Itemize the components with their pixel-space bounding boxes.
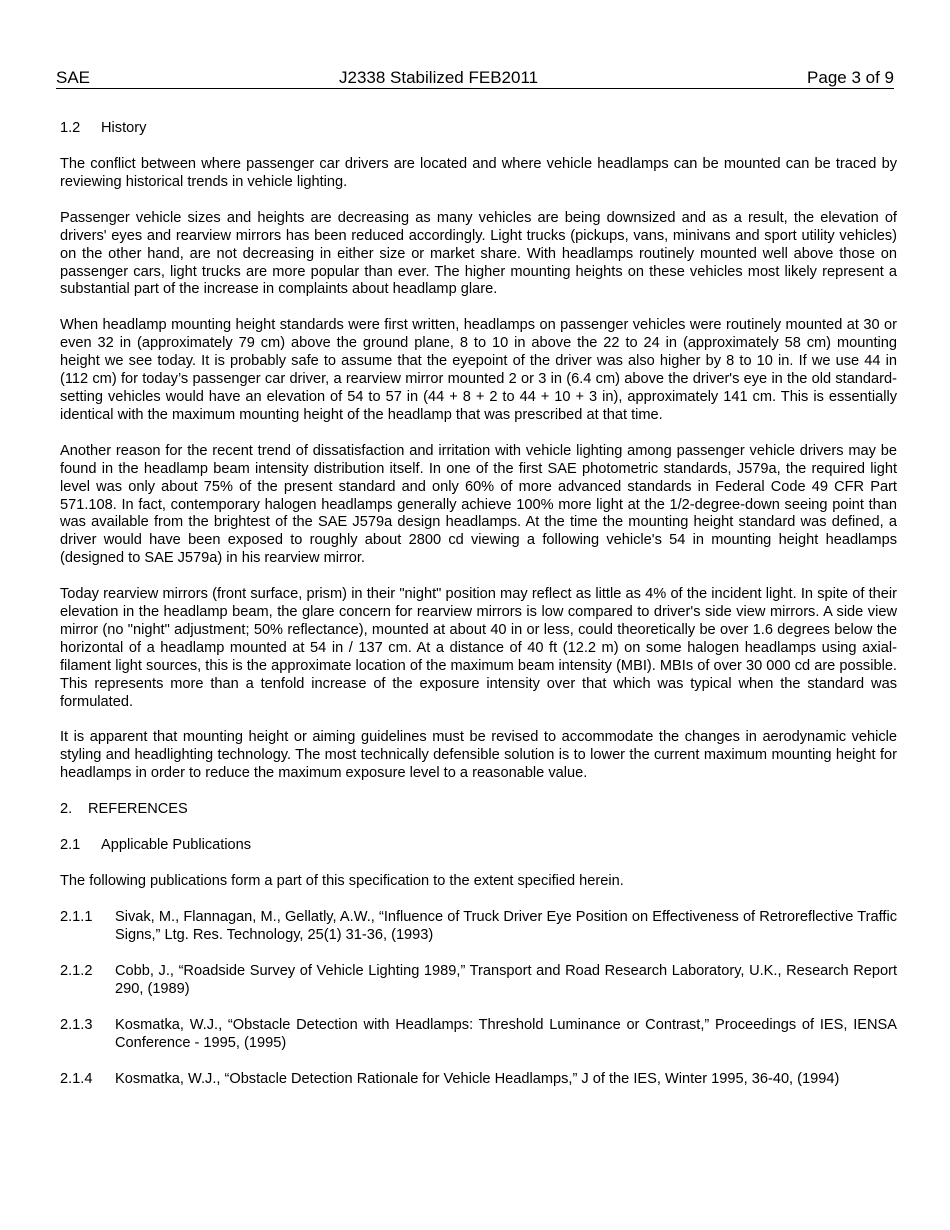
page-body — [60, 120, 897, 1088]
section-heading-1-2 — [60, 120, 897, 138]
reference-text: Sivak, M., Flannagan, M., Gellatly, A.W., “Influence of Truck Driver Eye Position on Effectiveness of Retroreflective Traffic Signs,” Ltg. Res. Technology, 25(1) 31-36, (1993) — [115, 909, 897, 943]
references-intro: The following publications form a part of this specification to the extent specified herein. — [60, 873, 624, 890]
reference-text: Cobb, J., “Roadside Survey of Vehicle Lighting 1989,” Transport and Road Research Laboratory, U.K., Research Report 290, (1989) — [115, 962, 897, 997]
reference-item — [60, 909, 897, 945]
section-heading-2-1 — [60, 837, 897, 855]
section-number: 1.2 — [60, 120, 81, 136]
header-org: SAE — [56, 68, 91, 87]
reference-number: 2.1.3 — [60, 1016, 93, 1033]
section-number: 2.1 — [60, 837, 81, 854]
header-page-number: Page 3 of 9 — [807, 68, 894, 87]
paragraph: It is apparent that mounting height or aiming guidelines must be revised to accommodate the changes in aerodynamic vehicle styling and headlighting technology. The most technically defensible solution is to lower the current maximum mounting height for headlamps in order to reduce the maximum exposure level to a reasonable value. — [60, 729, 897, 782]
paragraph: When headlamp mounting height standards were first written, headlamps on passenger vehicles were routinely mounted at 30 or even 32 in (approximately 79 cm) above the ground plane, 8 to 10 in above the 22 to 24 in (approximately 58 cm) mounting height we see today. It is probably safe to assume that the eyepoint of the driver was also higher by 8 to 10 in. If we use 44 in (112 cm) for today’s passenger car driver, a rearview mirror mounted 2 or 3 in (6.4 cm) above the driver's eye in the old standard-setting vehicles would have an elevation of 54 to 57 in (44 + 8 + 2 to 44 + 10 + 3 in), approximately 141 cm. This is essentially identical with the maximum mounting height of the headlamp that was prescribed at that time. — [60, 317, 897, 423]
reference-text: Kosmatka, W.J., “Obstacle Detection with Headlamps: Threshold Luminance or Contrast,” Proceedings of IES, IENSA Conference - 1995, (1995) — [115, 1016, 897, 1051]
reference-number: 2.1.1 — [60, 909, 93, 926]
paragraph: Today rearview mirrors (front surface, prism) in their "night" position may reflect as little as 4% of the incident light. In spite of their elevation in the headlamp beam, the glare concern for rearview mirrors is low compared to driver's side view mirrors. A side view mirror (no "night" adjustment; 50% reflectance), mounted at about 40 in or less, could theoretically be over 1.6 degrees below the horizontal of a headlamp mounted at 54 in / 137 cm. At a distance of 40 ft (12.2 m) on some halogen headlamps using axial-filament light sources, this is the approximate location of the maximum beam intensity (MBI). MBIs of over 30 000 cd are possible. This represents more than a tenfold increase of the exposure intensity over that which was typical when the standard was formulated. — [60, 586, 897, 710]
reference-text: Kosmatka, W.J., “Obstacle Detection Rationale for Vehicle Headlamps,” J of the IES, Winter 1995, 36-40, (1994) — [115, 1070, 840, 1087]
page-header — [56, 67, 894, 89]
section-title: History — [101, 120, 147, 136]
reference-item — [60, 1071, 897, 1089]
header-doc-id: J2338 Stabilized FEB2011 — [339, 68, 539, 87]
paragraph: Another reason for the recent trend of dissatisfaction and irritation with vehicle lighting among passenger vehicle drivers may be found in the headlamp beam intensity distribution itself. In one of the first SAE photometric standards, J579a, the required light level was only about 75% of the present standard and only 60% of more advanced standards in Federal Code 49 CFR Part 571.108. In fact, contemporary halogen headlamps generally achieve 100% more light at the 1/2-degree-down seeing point than was available from the brightest of the SAE J579a design headlamps. At the time the mounting height standard was defined, a driver would have been exposed to roughly about 2800 cd viewing a following vehicle's 54 in mounting height headlamps (designed to SAE J579a) in his rearview mirror. — [60, 442, 897, 567]
section-number: 2. — [60, 801, 73, 818]
section-title: REFERENCES — [88, 801, 188, 818]
section-title: Applicable Publications — [101, 837, 252, 854]
section-heading-2 — [60, 801, 897, 819]
reference-number: 2.1.2 — [60, 962, 93, 979]
reference-number: 2.1.4 — [60, 1070, 93, 1087]
reference-item — [60, 1017, 897, 1053]
paragraph: The conflict between where passenger car drivers are located and where vehicle headlamps can be mounted can be traced by reviewing historical trends in vehicle lighting. — [60, 156, 897, 190]
reference-item — [60, 963, 897, 999]
paragraph: Passenger vehicle sizes and heights are decreasing as many vehicles are being downsized and as a result, the elevation of drivers' eyes and rearview mirrors has been reduced accordingly. Light trucks (pickups, vans, minivans and sport utility vehicles) on the other hand, are not decreasing in either size or market share. With headlamps routinely mounted well above those on passenger cars, light trucks are more popular than ever. The higher mounting heights on these vehicles most likely represent a substantial part of the increase in complaints about headlamp glare. — [60, 209, 897, 298]
